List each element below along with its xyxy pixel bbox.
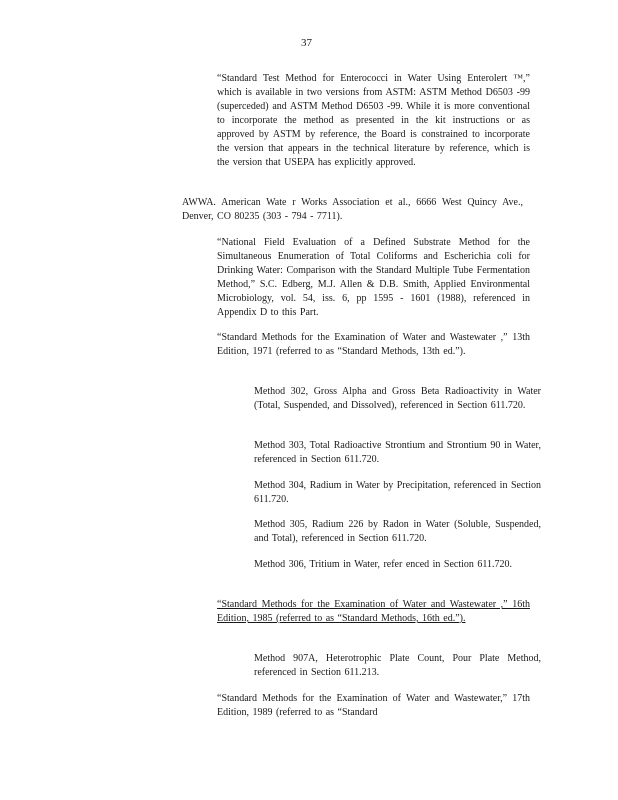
method-306-paragraph: Method 306, Tritium in Water, refer enced in Section 611.720.: [254, 559, 513, 570]
method-305-paragraph: Method 305, Radium 226 by Radon in Water (Soluble, Suspended, and Total), referenced in Section 611.720.: [254, 519, 541, 544]
awwa-heading-paragraph: AWWA. American Wate r Works Association et al., 6666 West Quincy Ave., Denver, CO 80235 (303 - 794 - 7711).: [182, 197, 523, 222]
method-907a-paragraph: Method 907A, Heterotrophic Plate Count, Pour Plate Method, referenced in Section 611.213.: [254, 653, 541, 678]
national-field-evaluation-paragraph: “National Field Evaluation of a Defined Substrate Method for the Simultaneous Enumeration of Total Coliforms and Escherichia coli for Drinking Water: Comparison with the Standard Multiple Tube Fermentation Method,” S.C. Edberg, M.J. Allen & D.B. Smith, Applied Environmental Microbiology, vol. 54, iss. 6, pp 1595 - 1601 (1988), referenced in Appendix D to this Part.: [217, 237, 530, 318]
page-number: 37: [301, 37, 312, 49]
astm-enterolert-paragraph: “Standard Test Method for Enterococci in Water Using Enterolert ™,” which is available in two versions from ASTM: ASTM Method D6503 -99 (superceded) and ASTM Method D6503 -99. While it is more conventional to incorporate the method as presented in the kit instructions or as approved by ASTM by reference, the Board is constrained to incorporate the version that appears in the technical literature by reference, which is the version that USEPA has explicitly approved.: [217, 73, 530, 168]
method-304-paragraph: Method 304, Radium in Water by Precipitation, referenced in Section 611.720.: [254, 480, 541, 505]
standard-methods-17th-paragraph: “Standard Methods for the Examination of Water and Wastewater,” 17th Edition, 1989 (referred to as “Standard: [217, 693, 530, 718]
method-303-paragraph: Method 303, Total Radioactive Strontium and Strontium 90 in Water, referenced in Section 611.720.: [254, 440, 541, 465]
method-302-paragraph: Method 302, Gross Alpha and Gross Beta Radioactivity in Water (Total, Suspended, and Dissolved), referenced in Section 611.720.: [254, 386, 541, 411]
standard-methods-13th-paragraph: “Standard Methods for the Examination of Water and Wastewater ,” 13th Edition, 1971 (referred to as “Standard Methods, 13th ed.”).: [217, 332, 530, 357]
standard-methods-16th-paragraph: “Standard Methods for the Examination of Water and Wastewater ,” 16th Edition, 1985 (referred to as “Standard Methods, 16th ed.”).: [217, 599, 530, 624]
